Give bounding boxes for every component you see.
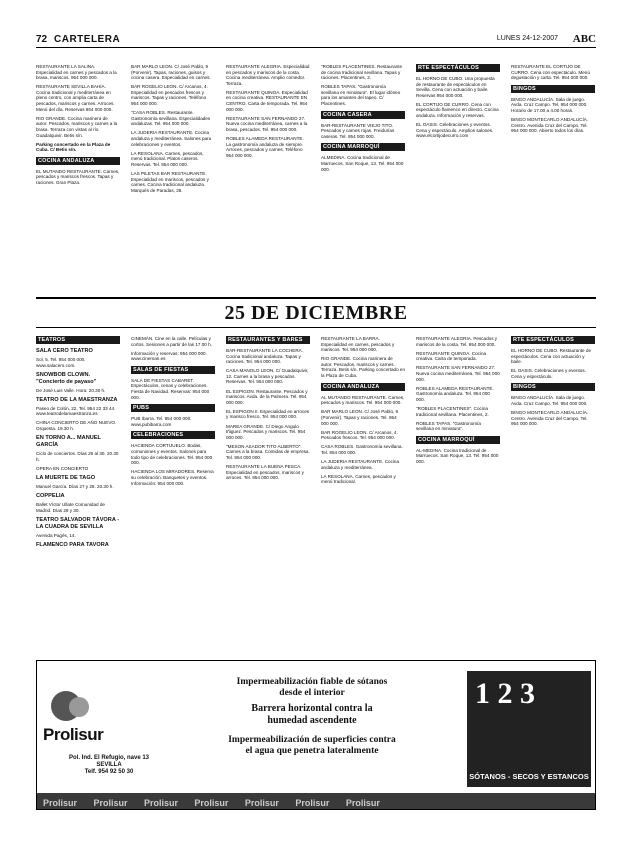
- listing: RESTAURANTE LA BUENA PESCA. Especialidad en pescados, mariscos y arroces. Tel. 954 000 000.: [226, 464, 304, 481]
- address-line: Pol. Ind. El Refugio, nave 13: [68, 755, 149, 761]
- top-listings: [36, 64, 596, 294]
- listing: BAR-RESTAURANTE VIEJO TITO. Pescados y carnes rojas. Freidurías caseras. Tel. 954 000 000.: [321, 122, 395, 139]
- section-heading: COCINA MARROQUÍ: [321, 143, 405, 151]
- listing: RESTAURANTE QUINOA. Especialidad en cocina creativa. RESTAURANTE EN CENTRO. Carta de temporada. Tel. 954 000 000.: [226, 89, 308, 112]
- listing: EL HORNO DE CUBO. Una propuesta de restaurante de espectáculos en Sevilla. Cena con actuación y baile. Reservas 954 000 000.: [416, 76, 495, 98]
- ad-headline-3: [167, 735, 457, 757]
- listing: MAREA GRANDE. C/ Diego Angulo Iñiguez. Pescados y mariscos. Tel. 954 000 000.: [226, 423, 306, 440]
- listing: BAR ROGELIO LEON. C/ Arcanos, 4. Especialidad en pescados frescos y mariscos. Tapas y raciones. Teléfono 954 000 000.: [131, 84, 208, 107]
- ad-text: el agua que penetra lateralmente: [245, 746, 379, 756]
- mid-listings: [36, 336, 596, 656]
- listing: RESTAURANTE ALEGRIA. Especialidad en pescados y mariscos de la costa. Cocina mediterránea. Amplio comedor. Terraza.: [226, 64, 310, 86]
- brand-name: Prolisur: [43, 725, 104, 744]
- section-heading: RESTAURANTES Y BARES: [226, 336, 310, 344]
- listing: RESTAURANTE LA BARRA. Especialidad en carnes, pescados y mariscos. Tel. 954 000 000.: [321, 336, 395, 353]
- mid-column-3: [226, 336, 310, 484]
- listing: RESTAURANTE QUINOA. Cocina creativa. Carta de temporada.: [416, 350, 487, 362]
- top-column-3: [226, 64, 310, 162]
- page-header: [36, 34, 596, 48]
- listing: RIO GRANDE. Cocina marinera de autor. Pescados, mariscos y carnes. Terraza. Betis s/n. Parking concertado en la Plaza de Cuba.: [321, 356, 405, 379]
- listing: LA JUDERIA RESTAURANTE. Cocina andaluza y mediterránea. Salones para celebraciones y eventos.: [131, 130, 212, 147]
- listing: ROBLES ALAMEDA RESTAURANTE. Gastronomía andaluza. Tel. 954 000 000.: [416, 385, 494, 402]
- listing: RESTAURANTE SEVILLA BAHÍA. Cocina tradicional y mediterránea en pleno centro, con amplia carta de pescados, mariscos y carnes. Arroces. Menú del día. Reservas 954 000 000.: [36, 84, 115, 112]
- listing: EL HORNO DE CUBO. Restaurante de espectáculos. Cena con actuación y baile.: [511, 348, 591, 365]
- mid-column-1: [36, 336, 120, 551]
- show-title: FLAMENCO PARA TAVORA: [36, 541, 109, 548]
- listing: EL ESPIGON. Restaurante. Pescados y mariscos. Avda. de la Palmera. Tel. 954 000 000.: [226, 388, 308, 405]
- listing: LAS PILETAS BAR RESTAURANTE. Especialidad en mariscos, pescados y carnes. Cocina tradicional andaluza. Marqués de Paradas, 28.: [131, 171, 209, 193]
- listing: ROBLES TAPAS. "Gastronomía sevillana en miniatura". El lugar idóneo para los amantes del tapeo. C/ Placentines.: [321, 84, 401, 107]
- listing: Parking concertado en la Plaza de Cuba. C/ Betis s/n.: [36, 141, 111, 153]
- listing: BAR MARLO LEON. C/ José Pablo, 9 (Porvenir). Tapas y raciones. Tel. 954 000 000.: [321, 409, 399, 426]
- ad-text: Impermeabilización fiable de sótanos: [236, 677, 388, 687]
- top-column-5: [416, 64, 500, 142]
- listing: SALA DE FIESTAS CABARET. Espectáculos, cenas y celebraciones. Fiesta de Navidad. Reservas: 954 000 000.: [131, 377, 210, 400]
- listing: ROBLES TAPAS. "Gastronomía sevillana en miniatura".: [416, 420, 481, 432]
- section-heading: CELEBRACIONES: [131, 431, 215, 439]
- listing: Paseo de Colón, 22. Tel. 954 22 33 44. www.teatrodelamaestranza.es: [36, 405, 116, 417]
- section-heading: RTE ESPECTÁCULOS: [416, 64, 500, 72]
- ad-text: Impermeabilización de superficies contra: [228, 735, 396, 745]
- venue-name: TEATRO SALVADOR TÁVORA - LA CUADRA DE SEVILLA: [36, 516, 120, 530]
- ad-footer-strip: [37, 793, 595, 809]
- listing: LA JUDERIA RESTAURANTE. Cocina andaluza y mediterránea.: [321, 459, 400, 470]
- listing: LA RESOLANA. Carnes, pescados y menú tradicional.: [321, 473, 396, 485]
- listing: EL CORTIJO DE CURRO. Cena con espectáculo flamenco en directo. Cocina andaluza. Información y reservas.: [416, 101, 499, 119]
- listing: EL OASIS. Celebraciones y eventos. Cena y espectáculo.: [511, 368, 586, 379]
- page-number: 72: [36, 34, 48, 45]
- listing: EL MUTANDO RESTAURANTE. Carnes, pescados y mariscos frescos. Tapas y raciones. Gran Plaza.: [36, 168, 120, 185]
- listing: Información y reservas: 954 000 000. www.cineman.es: [131, 350, 207, 362]
- prolisur-logo: [43, 691, 153, 745]
- top-column-4: [321, 64, 405, 176]
- section-heading: RTE ESPECTÁCULOS: [511, 336, 595, 344]
- top-column-6: [511, 64, 595, 137]
- listing: BAR-RESTAURANTE LA COCHERA. Cocina tradicional andaluza. Tapas y raciones. Tel. 954 000 000.: [226, 348, 304, 365]
- mid-column-5: [416, 336, 500, 468]
- listing: Ciclo de conciertos. Días 26 al 30. 20.30 h.: [36, 451, 119, 462]
- section-heading: BINGOS: [511, 383, 595, 391]
- listing: BINGO ANDALUCÍA. Sala de juego. Avda. Cruz Campo. Tel. 954 000 000.: [511, 395, 588, 407]
- footer-brand: Prolisur: [143, 798, 178, 808]
- listing: RIO GRANDE. Cocina marinera de autor. Pescados, mariscos y carnes a la brasa. Terraza con vistas al río Guadalquivir. Betis s/n.: [36, 115, 118, 138]
- listing: CINEMÁN. Cine en la calle. Películas y cortos. Sesiones a partir de las 17.00 h.: [131, 336, 212, 347]
- section-heading: TEATROS: [36, 336, 120, 344]
- listing: ROBLES ALAMEDA RESTAURANTE. La gastronomía andaluza de siempre. Arroces, pescados y carnes. Teléfono 954 000 000.: [226, 136, 304, 158]
- section-heading: COCINA MARROQUÍ: [416, 436, 500, 444]
- mid-column-2: [131, 336, 215, 490]
- section-heading: COCINA ANDALUZA: [321, 383, 405, 391]
- show-title: LA MUERTE DE TAGO: [36, 474, 96, 481]
- section-heading: PUBS: [131, 404, 215, 412]
- ad-tagline: SÓTANOS - SECOS Y ESTANCOS: [469, 772, 589, 781]
- footer-brand: Prolisur: [93, 798, 128, 808]
- issue-date: LUNES 24-12-2007: [496, 35, 558, 42]
- listing: RESTAURANTE SAN FERNANDO 27. Nueva cocina mediterránea, carnes a la brasa, pescados. Tel. 954 000 000.: [226, 115, 308, 132]
- listing: CHINA CONCIERTO DE AÑO NUEVO. Orquesta. 19.30 h.: [36, 420, 117, 432]
- venue-name: TEATRO DE LA MAESTRANZA: [36, 396, 118, 403]
- advertiser-contact: [59, 755, 159, 776]
- venue-name: SALA CERO TEATRO: [36, 348, 93, 354]
- ad-text: desde el interior: [279, 688, 345, 698]
- listing: AL MUTANDO RESTAURANTE. Carnes, pescados y mariscos. Tel. 954 000 000.: [321, 394, 405, 406]
- listing: Avenida Pagés, 14.: [36, 532, 76, 538]
- listing: LA RESOLANA. Carnes, pescados, menú tradicional. Platos caseros. Reservas. Tel. 954 000 000.: [131, 150, 204, 167]
- listing: "MESON ASADOR TITO ALBERTO". Carnes a la brasa. Comidas de empresa. Tel. 954 000 000.: [226, 443, 310, 460]
- ad-headline-1: [167, 677, 457, 699]
- show-title: COPPELIA: [36, 493, 65, 500]
- section-heading: COCINA ANDALUZA: [36, 157, 120, 165]
- ad-text: humedad ascendente: [267, 715, 357, 726]
- listing: Manuel García. Días 27 y 28. 20.30 h.: [36, 483, 114, 489]
- footer-brand: Prolisur: [244, 798, 279, 808]
- step-numbers: 1 2 3: [475, 677, 535, 710]
- listing: EL ESPIGON II. Especialidad en arroces y marisco fresco. Tel. 954 000 000.: [226, 408, 310, 420]
- footer-brand: Prolisur: [345, 798, 380, 808]
- mid-column-4: [321, 336, 405, 488]
- listing: HACIENDA CORTIJUELO. Bodas, comuniones y eventos. Salones para todo tipo de celebraciones. Tel. 954 000 000.: [131, 443, 213, 466]
- listing: Sol, 5. Tel. 954 000 000. www.salacero.com.: [36, 357, 86, 368]
- advertisement[interactable]: [36, 660, 596, 810]
- footer-brand: Prolisur: [194, 798, 229, 808]
- ad-headline-2: [167, 703, 457, 727]
- listing: Ballet Víctor Ullate Comunidad de Madrid. Días 29 y 30.: [36, 502, 105, 513]
- listing: AL-MEDINA. Cocina tradicional de Marruecos. San Roque, 13. Tel. 954 000 000.: [416, 447, 499, 464]
- city: SEVILLA: [96, 762, 122, 768]
- listing: BINGO MONTECARLO ANDALUCÍA. Centro. Avenida Cruz del Campo. Tel. 954 000 000. Abierto todos los días.: [511, 117, 589, 134]
- mid-column-6: [511, 336, 595, 430]
- listing: RESTAURANTE SAN FERNANDO 27. Nueva cocina mediterránea. Tel. 954 000 000.: [416, 365, 500, 382]
- listing: EL OASIS. Celebraciones y eventos. Cena y espectáculo. Amplios salones. www.elcortijodecurro.com: [416, 122, 494, 139]
- ad-text: Barrera horizontal contra la: [251, 703, 373, 714]
- listing: "ROBLES PLACENTINES". Cocina tradicional sevillana. Placentines, 2.: [416, 405, 489, 417]
- listing: "CASA ROBLES. Restaurante. Gastronomía sevillana. Especialidades andaluzas. Tel. 954 000 000.: [131, 110, 211, 127]
- listing: BAR ROGELIO LEON. C/ Arcanos, 4. Pescados frescos. Tel. 954 000 000.: [321, 429, 398, 441]
- listing: OPERA EN CONCIERTO: [36, 465, 89, 471]
- footer-brand: Prolisur: [43, 798, 78, 808]
- section-title: CARTELERA: [54, 34, 121, 45]
- section-heading: COCINA CASERA: [321, 111, 405, 119]
- listing: CASA ROBLES. Gastronomía sevillana. Tel. 954 000 000.: [321, 444, 403, 455]
- section-heading: SALAS DE FIESTAS: [131, 366, 215, 374]
- listing: CASA MANOLO LEON. C/ Guadalquivir, 12. Carnes a la brasa y pescados. Reservas. Tel. 954 000 000.: [226, 368, 309, 385]
- footer-brand: Prolisur: [295, 798, 330, 808]
- listing: BINGO MONTECARLO ANDALUCÍA. Centro. Avenida Cruz del Campo. Tel. 954 000 000.: [511, 410, 589, 427]
- listing: RESTAURANTE LA SALINA. Especialidad en carnes y pescados a la brasa, mariscos. 954 000 000.: [36, 64, 117, 81]
- listing: RESTAURANTE EL CORTIJO DE CURRO. Cena con espectáculo. Menú degustación y carta. Tel. 954 000 000.: [511, 64, 590, 81]
- listing: ALMEDINA. Cocina tradicional de Marruecos. San Roque, 13. Tel. 954 000 000.: [321, 155, 404, 172]
- section-heading: BINGOS: [511, 85, 595, 93]
- listing: De José Luis Valle. Hora: 20.30 h.: [36, 387, 106, 393]
- ad-image-panel: [467, 671, 591, 787]
- listing: PUB Ibarra. Tel. 954 000 000. www.pubibarra.com: [131, 416, 192, 427]
- listing: RESTAURANTE ALEGRIA. Pescados y mariscos de la costa. Tel. 954 000 000.: [416, 336, 498, 347]
- listing: BAR MARLO LEON. C/ José Pablo, 9 (Porvenir). Tapas, raciones, guisos y cocina casera. Especialidad en carnes.: [131, 64, 211, 81]
- phone: Telf. 954 92 50 30: [84, 769, 134, 775]
- top-column-1: [36, 64, 120, 189]
- logo-circles-icon: [43, 691, 153, 725]
- section-divider: [36, 297, 596, 299]
- date-banner: 25 DE DICIEMBRE: [36, 302, 596, 328]
- listing: BINGO ANDALUCÍA. Sala de juego. Avda. Cruz Campo. Tel. 954 000 000. Horario de 17.00 a 4.00 horas.: [511, 96, 588, 113]
- top-column-2: [131, 64, 215, 197]
- newspaper-logo: ABC: [572, 33, 596, 45]
- listing: HACIENDA LOS MIRADORES. Reserva su celebración. Banquetes y eventos. Información: 954 000 000.: [131, 469, 214, 486]
- listing: "ROBLES PLACENTINES. Restaurante de cocina tradicional sevillana. Tapas y raciones. Placentines, 2.: [321, 64, 403, 81]
- show-title: EN TORNO A... MANUEL GARCÍA: [36, 435, 101, 449]
- show-title: SNOWBOB CLOWN. "Concierto de payaso": [36, 371, 97, 385]
